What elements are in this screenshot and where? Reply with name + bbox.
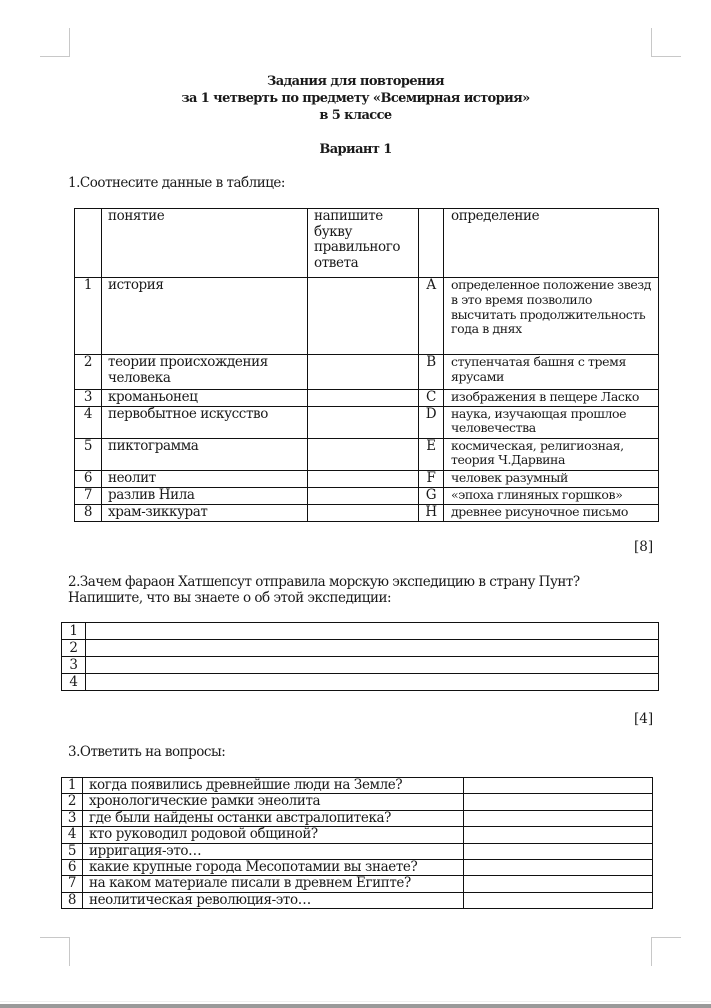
crop-mark-top-right-v — [651, 28, 652, 57]
crop-mark-bottom-left-v — [69, 937, 70, 966]
answer-input-cell[interactable] — [464, 876, 653, 892]
task2-heading-line-2: Напишите, что вы знаете о об этой экспедиции: — [68, 590, 391, 606]
row-num: 7 — [75, 487, 102, 504]
concept-cell: неолит — [102, 470, 308, 487]
concept-cell: история — [102, 278, 308, 355]
letter-cell: E — [419, 438, 444, 470]
crop-mark-top-left-v — [69, 28, 70, 57]
table-row — [62, 778, 653, 794]
table-row — [75, 504, 659, 521]
task1-heading: 1.Соотнесите данные в таблице: — [68, 175, 285, 191]
question-cell: какие крупные города Месопотамии вы знаете? — [83, 860, 464, 876]
answer-input-cell[interactable] — [86, 674, 659, 691]
table-row — [62, 860, 653, 876]
row-num: 5 — [62, 843, 83, 859]
question-cell: когда появились древнейшие люди на Земле? — [83, 778, 464, 794]
letter-cell: C — [419, 390, 444, 407]
task3-heading: 3.Ответить на вопросы: — [68, 744, 226, 760]
answer-input-cell[interactable] — [86, 657, 659, 674]
answer-input-cell[interactable] — [464, 827, 653, 843]
answer-input-cell[interactable] — [464, 794, 653, 810]
row-num: 6 — [75, 470, 102, 487]
concept-cell: пиктограмма — [102, 438, 308, 470]
answer-input-cell[interactable] — [308, 470, 419, 487]
table-row — [75, 487, 659, 504]
table-row — [62, 827, 653, 843]
letter-cell: B — [419, 355, 444, 390]
definition-cell: космическая, религиозная, теория Ч.Дарвина — [444, 438, 659, 470]
title-line-2: за 1 четверть по предмету «Всемирная история» — [181, 91, 530, 106]
row-num: 8 — [75, 504, 102, 521]
letter-cell: D — [419, 406, 444, 438]
title-line-1: Задания для повторения — [266, 74, 444, 89]
table-row — [75, 438, 659, 470]
table-row — [75, 278, 659, 355]
definition-cell: ступенчатая башня с тремя ярусами — [444, 355, 659, 390]
table-row — [62, 657, 659, 674]
row-num: 1 — [62, 778, 83, 794]
answer-input-cell[interactable] — [464, 778, 653, 794]
table-row — [62, 623, 659, 640]
row-num: 3 — [62, 657, 86, 674]
table-row — [62, 794, 653, 810]
answer-input-cell[interactable] — [86, 640, 659, 657]
answer-input-cell[interactable] — [464, 843, 653, 859]
definition-cell: изображения в пещере Ласко — [444, 390, 659, 407]
question-cell: на каком материале писали в древнем Египте? — [83, 876, 464, 892]
table-row — [62, 810, 653, 826]
question-cell: хронологические рамки энеолита — [83, 794, 464, 810]
document-title — [0, 73, 711, 124]
concept-cell: кроманьонец — [102, 390, 308, 407]
task2-score: [4] — [634, 711, 654, 727]
answer-input-cell[interactable] — [308, 278, 419, 355]
row-num: 3 — [75, 390, 102, 407]
concept-cell: теории происхождения человека — [102, 355, 308, 390]
answer-input-cell[interactable] — [308, 390, 419, 407]
definition-cell: определенное положение звезд в это время позволило высчитать продолжительность года в днях — [444, 278, 659, 355]
definition-cell: древнее рисуночное письмо — [444, 504, 659, 521]
matching-table — [74, 208, 659, 522]
crop-mark-bottom-right-h — [651, 937, 681, 938]
row-num: 6 — [62, 860, 83, 876]
header-num — [75, 209, 102, 278]
answer-input-cell[interactable] — [86, 623, 659, 640]
answer-input-cell[interactable] — [308, 406, 419, 438]
letter-cell: F — [419, 470, 444, 487]
row-num: 7 — [62, 876, 83, 892]
row-num: 4 — [62, 674, 86, 691]
row-num: 2 — [75, 355, 102, 390]
row-num: 2 — [62, 640, 86, 657]
question-cell: где были найдены останки австралопитека? — [83, 810, 464, 826]
definition-cell: «эпоха глиняных горшков» — [444, 487, 659, 504]
header-letter — [419, 209, 444, 278]
table-row — [62, 640, 659, 657]
title-line-3: в 5 классе — [319, 108, 392, 123]
definition-cell: наука, изучающая прошлое человечества — [444, 406, 659, 438]
definition-cell: человек разумный — [444, 470, 659, 487]
table-row — [75, 355, 659, 390]
viewer-bottom-bar — [0, 1004, 711, 1008]
variant-label: Вариант 1 — [319, 142, 392, 157]
concept-cell: храм-зиккурат — [102, 504, 308, 521]
concept-cell: первобытное искусство — [102, 406, 308, 438]
answer-input-cell[interactable] — [308, 355, 419, 390]
answer-input-cell[interactable] — [464, 892, 653, 908]
task2-heading-line-1: 2.Зачем фараон Хатшепсут отправила морскую экспедицию в страну Пунт? — [68, 574, 580, 590]
page-bottom-edge — [0, 1001, 711, 1002]
expedition-answer-table — [61, 622, 659, 691]
letter-cell: A — [419, 278, 444, 355]
question-cell: кто руководил родовой общиной? — [83, 827, 464, 843]
answer-input-cell[interactable] — [464, 860, 653, 876]
question-cell: ирригация-это… — [83, 843, 464, 859]
table-row — [75, 406, 659, 438]
letter-cell: G — [419, 487, 444, 504]
row-num: 5 — [75, 438, 102, 470]
row-num: 1 — [75, 278, 102, 355]
table-header-row — [75, 209, 659, 278]
table-row — [75, 390, 659, 407]
table-row — [62, 876, 653, 892]
answer-input-cell[interactable] — [308, 438, 419, 470]
answer-input-cell[interactable] — [308, 487, 419, 504]
crop-mark-top-left-h — [40, 56, 70, 57]
header-concept: понятие — [102, 209, 308, 278]
crop-mark-bottom-left-h — [40, 937, 70, 938]
header-definition: определение — [444, 209, 659, 278]
row-num: 2 — [62, 794, 83, 810]
table-row — [75, 470, 659, 487]
table-row — [62, 843, 653, 859]
question-cell: неолитическая революция-это… — [83, 892, 464, 908]
answer-input-cell[interactable] — [308, 504, 419, 521]
concept-cell: разлив Нила — [102, 487, 308, 504]
table-row — [62, 674, 659, 691]
crop-mark-bottom-right-v — [651, 937, 652, 966]
table-row — [62, 892, 653, 908]
row-num: 1 — [62, 623, 86, 640]
row-num: 8 — [62, 892, 83, 908]
crop-mark-top-right-h — [651, 56, 681, 57]
row-num: 3 — [62, 810, 83, 826]
row-num: 4 — [62, 827, 83, 843]
header-answer: напишите букву правильного ответа — [308, 209, 419, 278]
row-num: 4 — [75, 406, 102, 438]
questions-table — [61, 777, 653, 909]
answer-input-cell[interactable] — [464, 810, 653, 826]
task1-score: [8] — [634, 539, 654, 555]
letter-cell: H — [419, 504, 444, 521]
